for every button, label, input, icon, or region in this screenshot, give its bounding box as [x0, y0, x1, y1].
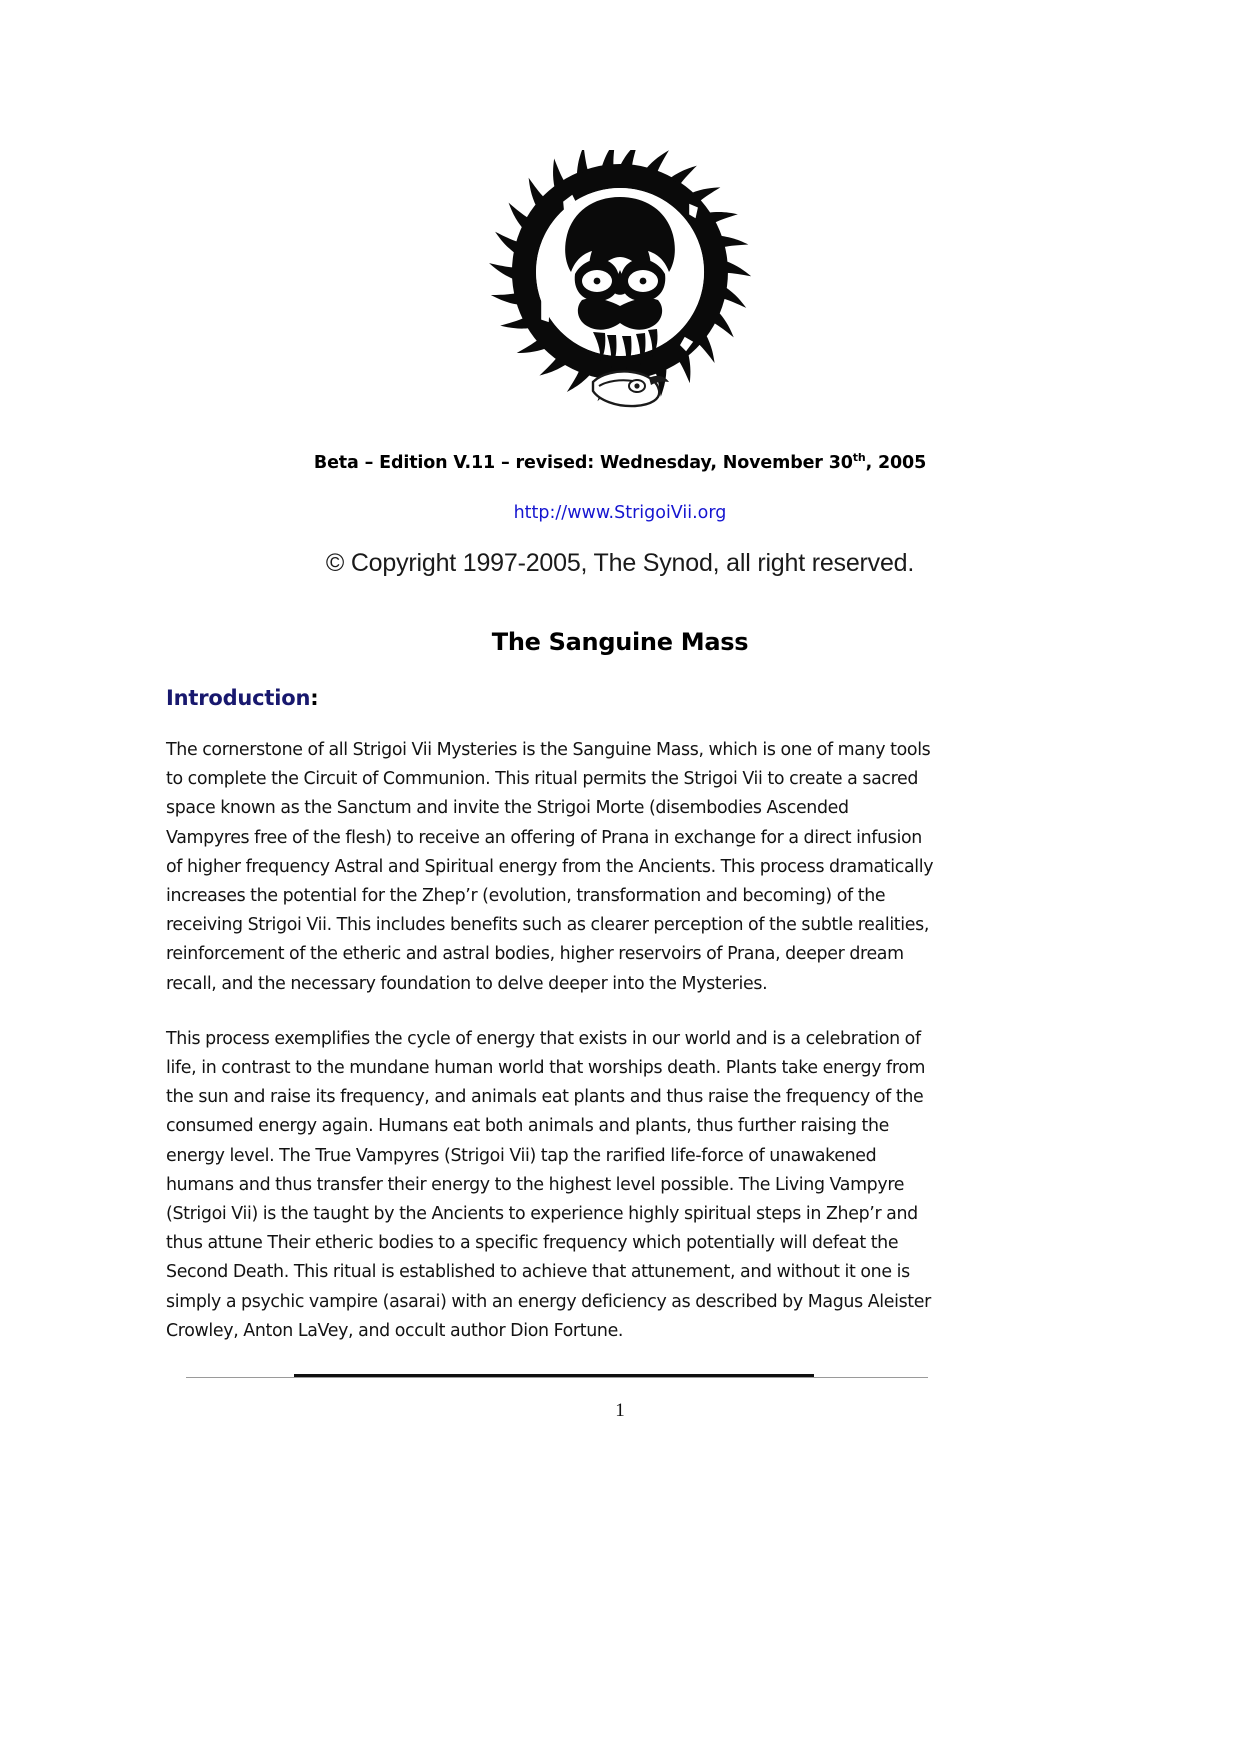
- serpent-head: [593, 371, 669, 406]
- strigoi-vii-emblem-icon: [489, 150, 751, 422]
- page-title: The Sanguine Mass: [491, 628, 749, 656]
- section-heading-colon: :: [310, 686, 319, 710]
- body-content: [166, 686, 934, 1346]
- page-number: 1: [615, 1400, 625, 1421]
- copyright-line: © Copyright 1997-2005, The Synod, all right reserved.: [325, 549, 915, 577]
- ordinal-suffix: th: [852, 451, 866, 465]
- footer-separator-heavy: [294, 1374, 814, 1377]
- footer-separator-thin: [186, 1377, 928, 1378]
- section-heading-label: Introduction: [166, 686, 311, 710]
- paragraph: This process exemplifies the cycle of energy that exists in our world and is a celebration of life, in contrast to the mundane human world that worships death. Plants take energy from the sun and raise its frequency, and animals eat plants and thus raise the frequency of the consumed energy again. Humans eat both animals and plants, thus further raising the energy level. The True Vampyres (Strigoi Vii) tap the rarified life-force of unawakened humans and thus transfer their energy to the highest level possible. The Living Vampyre (Strigoi Vii) is the taught by the Ancients to experience highly spiritual steps in Zhep’r and thus attune Their etheric bodies to a specific frequency which potentially will defeat the Second Death. This ritual is established to achieve that attunement, and without it one is simply a psychic vampire (asarai) with an energy deficiency as described by Magus Aleister Crowley, Anton LaVey, and occult author Dion Fortune.: [166, 1028, 931, 1341]
- edition-text: Beta – Edition V.11 – revised: Wednesday, November 30: [313, 453, 853, 473]
- edition-year: , 2005: [865, 453, 927, 473]
- logo-container: [0, 150, 1240, 422]
- section-heading-introduction: [166, 686, 934, 710]
- edition-line: [0, 453, 1240, 473]
- website-link[interactable]: http://www.StrigoiVii.org: [513, 503, 727, 523]
- paragraph: The cornerstone of all Strigoi Vii Mysteries is the Sanguine Mass, which is one of many tools to complete the Circuit of Communion. This ritual permits the Strigoi Vii to create a sacred space known as the Sanctum and invite the Strigoi Morte (disembodies Ascended Vampyres free of the flesh) to receive an offering of Prana in exchange for a direct infusion of higher frequency Astral and Spiritual energy from the Ancients. This process dramatically increases the potential for the Zhep’r (evolution, transformation and becoming) of the receiving Strigoi Vii. This includes benefits such as clearer perception of the subtle realities, reinforcement of the etheric and astral bodies, higher reservoirs of Prana, deeper dream recall, and the necessary foundation to delve deeper into the Mysteries.: [166, 740, 934, 994]
